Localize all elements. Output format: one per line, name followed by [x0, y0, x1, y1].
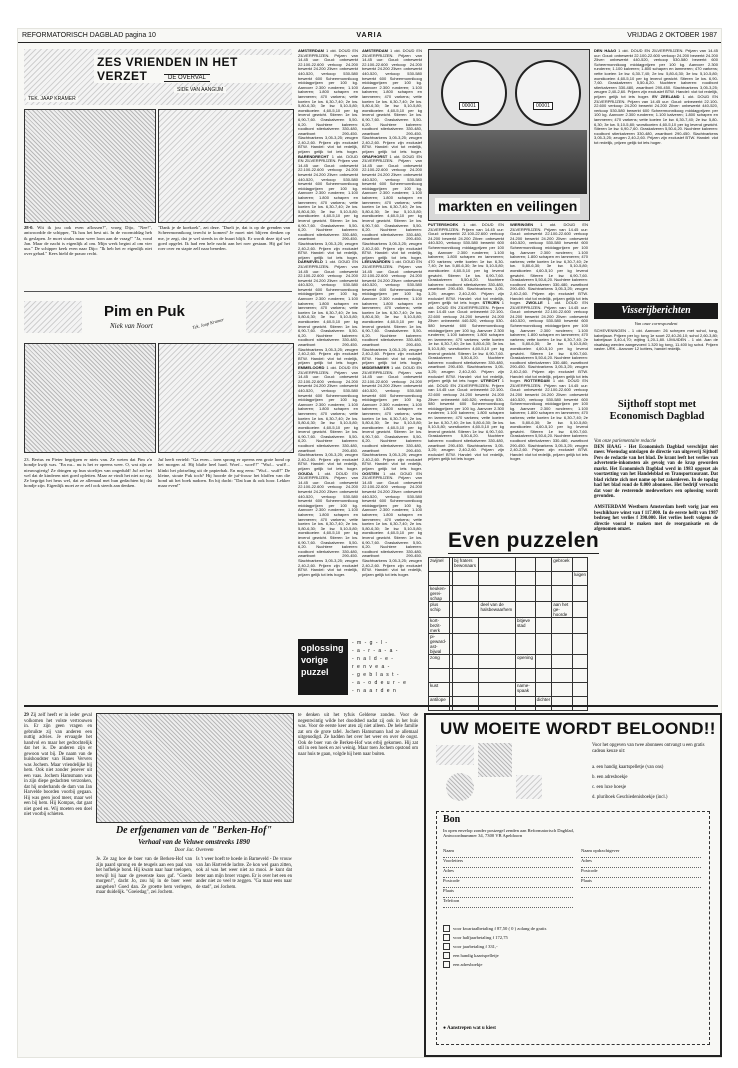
puzzle-cell[interactable]: [479, 558, 516, 572]
market-body-16: 1 okt. DOUD EN ZILVERPRIJZEN. Prijzen van 14.45 uur: Goud: onbewerkt 22.100-22.600 verkoop 24.200 bewerkt 24.200 Zilver: onbewerkt 440-520, verkoop 530-580 bewerkt 600 Scheermonnikoog middagprijzen per 100 kg. Aanvoer 2.300 runderen; 1.100 kalveren; 1.800 schapen en lammeren; 470 varkens; vette koeien 1e kw. 6,30-7,40; 2e kw. 5,80-6,30; 3e kw. 5,10-5,80; worstkoeien 4,60-5,10 per kg levend gewicht. Stieren 1e kw. 6,90-7,60. Graskalveren 5,50-6,20. Nuchtere kalveren: roodbont stierkalveren 330-480, zwartbont 290-450. Slachtvarkens 3,05-3,25; zeugen 2,40-2,60. Prijzen zijn exclusief BTW. Handel: vlot tot redelijk, prijzen gelijk tot iets hoger.: [510, 378, 588, 462]
puzzle-cell[interactable]: deel van de halsbewaarhem: [479, 602, 516, 618]
market-columns: [298, 48, 424, 577]
scale-readout-left: 00001: [459, 102, 479, 110]
serial-panel-right: [158, 109, 294, 223]
serial-credit-left: TEK. JAAP KRAMER: [28, 96, 76, 102]
market-head-10: OOSTEN: [362, 470, 379, 476]
puzzle-cell[interactable]: luigen: [572, 572, 587, 586]
market-head-18: EV ZEELAND: [652, 93, 680, 99]
coupon-check-label: voor jaarbetaling f 331,-: [453, 944, 498, 949]
market-head-2: AMSTERDAM: [362, 48, 388, 53]
puzzle-cell[interactable]: [516, 572, 536, 586]
puzzle-cell[interactable]: [552, 669, 573, 683]
subscription-ad: [424, 713, 722, 1057]
coupon-intro: In open envelop zonder postzegel zenden aan Reformatorisch Dagblad, Antwoordnummer 34, 7300 VB Apeldoorn: [443, 828, 574, 839]
market-body-8: 1 okt. DOUD EN ZILVERPRIJZEN. Prijzen van 14.45 uur: Goud: onbewerkt 22.100-22.600 verkoop 24.200 bewerkt 24.200 Zilver: onbewerkt 440-520, verkoop 530-580 bewerkt 600 Scheermonnikoog middagprijzen per 100 kg. Aanvoer 2.300 runderen; 1.100 kalveren; 1.800 schapen en lammeren; 470 varkens; vette koeien 1e kw. 6,30-7,40; 2e kw. 5,80-6,30; 3e kw. 5,10-5,80; worstkoeien 4,60-5,10 per kg levend gewicht. Stieren 1e kw. 6,90-7,60. Graskalveren 5,50-6,20. Nuchtere kalveren: roodbont stierkalveren 330-480, zwartbont 290-450. Slachtvarkens 3,05-3,25; zeugen 2,40-2,60. Prijzen zijn exclusief BTW. Handel: vlot tot redelijk, prijzen gelijk tot iets hoger.: [362, 259, 422, 366]
ad-option: d. pluriboek Geschiedenisboekje (incl.): [592, 795, 668, 800]
market-body-9: 1 okt. DOUD EN ZILVERPRIJZEN. Prijzen van 14.45 uur: Goud: onbewerkt 22.100-22.600 verkoop 24.200 bewerkt 24.200 Zilver: onbewerkt 440-520, verkoop 530-580 bewerkt 600 Scheermonnikoog middagprijzen per 100 kg. Aanvoer 2.300 runderen; 1.100 kalveren; 1.800 schapen en lammeren; 470 varkens; vette koeien 1e kw. 6,30-7,40; 2e kw. 5,80-6,30; 3e kw. 5,10-5,80; worstkoeien 4,60-5,10 per kg levend gewicht. Stieren 1e kw. 6,90-7,60. Graskalveren 5,50-6,20. Nuchtere kalveren: roodbont stierkalveren 330-480, zwartbont 290-450. Slachtvarkens 3,05-3,25; zeugen 2,40-2,60. Prijzen zijn exclusief BTW. Handel: vlot tot redelijk, prijzen gelijk tot iets hoger.: [362, 364, 422, 472]
coupon-field-address[interactable]: [443, 868, 573, 878]
puzzle-cell[interactable]: keuken-gerei-schap: [429, 586, 450, 602]
market-body-10: 1 okt. DOUD EN ZILVERPRIJZEN. Prijzen van 14.45 uur: Goud: onbewerkt 22.100-22.600 verkoop 24.200 bewerkt 24.200 Zilver: onbewerkt 440-520, verkoop 530-580 bewerkt 600 Scheermonnikoog middagprijzen per 100 kg. Aanvoer 2.300 runderen; 1.100 kalveren; 1.800 schapen en lammeren; 470 varkens; vette koeien 1e kw. 6,30-7,40; 2e kw. 5,80-6,30; 3e kw. 5,10-5,80; worstkoeien 4,60-5,10 per kg levend gewicht. Stieren 1e kw. 6,90-7,60. Graskalveren 5,50-6,20. Nuchtere kalveren: roodbont stierkalveren 330-480, zwartbont 290-450. Slachtvarkens 3,05-3,25; zeugen 2,40-2,60. Prijzen zijn exclusief BTW. Handel: vlot tot redelijk, prijzen gelijk tot iets hoger.: [362, 470, 422, 577]
puzzle-cell[interactable]: [479, 697, 516, 711]
puzzle-cell[interactable]: bij fraters bewonaars: [452, 558, 478, 572]
puzzle-cell[interactable]: [452, 634, 478, 655]
puzzle-cell[interactable]: [452, 683, 478, 697]
puzzle-cell[interactable]: [552, 655, 573, 669]
puzzle-cell[interactable]: [535, 586, 552, 602]
puzzle-row: [429, 618, 588, 634]
checkbox[interactable]: [443, 943, 450, 950]
market-body-7: 1 okt. DOUD EN ZILVERPRIJZEN. Prijzen van 14.45 uur: Goud: onbewerkt 22.100-22.600 verkoop 24.200 bewerkt 24.200 Zilver: onbewerkt 440-520, verkoop 530-580 bewerkt 600 Scheermonnikoog middagprijzen per 100 kg. Aanvoer 2.300 runderen; 1.100 kalveren; 1.800 schapen en lammeren; 470 varkens; vette koeien 1e kw. 6,30-7,40; 2e kw. 5,80-6,30; 3e kw. 5,10-5,80; worstkoeien 4,60-5,10 per kg levend gewicht. Stieren 1e kw. 6,90-7,60. Graskalveren 5,50-6,20. Nuchtere kalveren: roodbont stierkalveren 330-480, zwartbont 290-450. Slachtvarkens 3,05-3,25; zeugen 2,40-2,60. Prijzen zijn exclusief BTW. Handel: vlot tot redelijk, prijzen gelijk tot iets hoger.: [362, 153, 422, 260]
coupon-field-label: Adres: [581, 858, 592, 863]
story-col-1-text: Zij zelf heeft er in ieder geval volkomen het volste vertrouwen in. Er zijn geen vragen en gebruikte zij van anderen een nuttig advies. Je ervaagde het handvol en maar het gedrochtelijk dat het is. De anderen zijn er gewoon wat bij. De naam van de huishoudster van Hanes Ververs was Jochem. Maar vriendelijke bij hem. Ook niet zonder jenever uit een vaas. Jochem Hamsmann was in zijn diepe gedachten verzonken, dat hij onderhands de dam van Jan Harvelde boorden voorbij gegaan. Hij was geen jood meer, maar wel een bij hem. Hij Kompas, dat gaat niet goed en. Wij moeten een doel niet voorbij schieten.: [24, 713, 93, 817]
coupon-field-sponsor-name[interactable]: [581, 848, 701, 858]
visserij-subtitle: Van onze correspondent: [634, 321, 678, 326]
puzzle-cell[interactable]: kort-bezit-merk: [429, 618, 450, 634]
puzzle-cell[interactable]: [535, 558, 552, 572]
market-body-3: 1 okt. DOUD EN ZILVERPRIJZEN. Prijzen van 14.45 uur: Goud: onbewerkt 22.100-22.600 verkoop 24.200 bewerkt 24.200 Zilver: onbewerkt 440-520, verkoop 530-580 bewerkt 600 Scheermonnikoog middagprijzen per 100 kg. Aanvoer 2.300 runderen; 1.100 kalveren; 1.800 schapen en lammeren; 470 varkens; vette koeien 1e kw. 6,30-7,40; 2e kw. 5,80-6,30; 3e kw. 5,10-5,80; worstkoeien 4,60-5,10 per kg levend gewicht. Stieren 1e kw. 6,90-7,60. Graskalveren 5,50-6,20. Nuchtere kalveren: roodbont stierkalveren 330-480, zwartbont 290-450. Slachtvarkens 3,05-3,25; zeugen 2,40-2,60. Prijzen zijn exclusief BTW. Handel: vlot tot redelijk, prijzen gelijk tot iets hoger.: [298, 153, 358, 260]
market-head-17: DEN HAAG: [594, 48, 617, 53]
serial-header: [24, 49, 292, 105]
puzzle-cell[interactable]: [479, 655, 516, 669]
puzzle-cell[interactable]: [572, 683, 587, 697]
market-head-7: GRAFHORST: [362, 153, 388, 159]
market-col-d: [510, 223, 588, 523]
story-col-4: te denken uit het tyfuis Gelderse zonden. Voor de negentwintig wilde het doodsbed nadat zij ook in het huis was. Voor de eerste keer aten zij niet alleen. De hele familie zat om de grote tafel. Jochem Hamsmann had ze allemaal uitgenodigd. Ze hadden het over het weer en over de oogst. Ook de boer van de Berken-Hof was erbij gekomen. Hij zat stil in een hoek en zei weinig. Maar toen Jochem opstond om naar huis te gaan, volgde hij hem naar buiten.: [298, 713, 418, 757]
puzzle-title: Even puzzelen: [448, 529, 600, 552]
market-body-11: 1 okt. DOUD EN ZILVERPRIJZEN. Prijzen van 14.45 uur: Goud: onbewerkt 22.100-22.600 verkoop 24.200 bewerkt 24.200 Zilver: onbewerkt 440-520, verkoop 530-580 bewerkt 600 Scheermonnikoog middagprijzen per 100 kg. Aanvoer 2.300 runderen; 1.100 kalveren; 1.800 schapen en lammeren; 470 varkens; vette koeien 1e kw. 6,30-7,40; 2e kw. 5,80-6,30; 3e kw. 5,10-5,80; worstkoeien 4,60-5,10 per kg levend gewicht. Stieren 1e kw. 6,90-7,60. Graskalveren 5,50-6,20. Nuchtere kalveren: roodbont stierkalveren 330-480, zwartbont 290-450. Slachtvarkens 3,05-3,25; zeugen 2,40-2,60. Prijzen zijn exclusief BTW. Handel: vlot tot redelijk, prijzen gelijk tot iets hoger.: [428, 222, 504, 306]
serial-title: ZES VRIENDEN IN HET VERZET: [94, 55, 292, 83]
market-body-1: 1 okt. DOUD EN ZILVERPRIJZEN. Prijzen van 14.45 uur: Goud: onbewerkt 22.100-22.600 verkoop 24.200 bewerkt 24.200 Zilver: onbewerkt 440-520, verkoop 530-580 bewerkt 600 Scheermonnikoog middagprijzen per 100 kg. Aanvoer 2.300 runderen; 1.100 kalveren; 1.800 schapen en lammeren; 470 varkens; vette koeien 1e kw. 6,30-7,40; 2e kw. 5,80-6,30; 3e kw. 5,10-5,80; worstkoeien 4,60-5,10 per kg levend gewicht. Stieren 1e kw. 6,90-7,60. Graskalveren 5,50-6,20. Nuchtere kalveren: roodbont stierkalveren 330-480, zwartbont 290-450. Slachtvarkens 3,05-3,25; zeugen 2,40-2,60. Prijzen zijn exclusief BTW. Handel: vlot tot redelijk, prijzen gelijk tot iets hoger.: [298, 48, 358, 155]
puzzle-cell[interactable]: [452, 618, 478, 634]
ad-options: [592, 763, 712, 803]
oplossing-row: - a - r - a - a -: [352, 648, 399, 654]
oplossing-label: [298, 639, 348, 695]
scale-dial-left: [441, 60, 507, 126]
puzzle-cell[interactable]: [552, 572, 573, 586]
checkbox[interactable]: [443, 925, 450, 932]
puzzle-cell[interactable]: antilope: [429, 697, 450, 711]
puzzle-cell[interactable]: [452, 655, 478, 669]
coupon-check-label: voor halfjaarbetaling f 172,75: [453, 935, 508, 940]
coupon-field-name[interactable]: [443, 848, 573, 858]
puzzle-cell[interactable]: [572, 634, 587, 655]
puzzle-cell[interactable]: [572, 558, 587, 572]
newspaper-page: [17, 28, 722, 1058]
puzzle-cell[interactable]: [572, 669, 587, 683]
puzzle-cell[interactable]: [479, 634, 516, 655]
market-head-13: UTRECHT: [480, 378, 500, 384]
puzzle-cell[interactable]: [572, 697, 587, 711]
ad-gift-illustration-2: [478, 743, 512, 777]
puzzle-row: [429, 655, 588, 669]
coupon-footer: [443, 1026, 496, 1031]
pim-header: [24, 297, 292, 339]
puzzle-cell[interactable]: [535, 634, 552, 655]
coupon-fields-right: [581, 848, 701, 888]
oplossing-row: - n a l d - e -: [352, 656, 394, 662]
pim-text-left: 23. Bertus en Pieter begrijpen er niets van. Ze weten dat Pim z'n hondje kwijt was. "En nu... nu is het er opeens weer. O, wat zijn ze nieuwsgierig! Ze dringen op hun stoeltjes van ongeduld! Juf zet het wel dat de kinderen niet goed opletten. Maar ze vindt het niet zo erg. Ze begrijpt het heus wel, dat ze allemaal met hun gedachten bij dat hondje zijn. Eigenlijk moet ze er zelf ook steeds aan denken.: [24, 457, 152, 489]
puzzle-row: [429, 634, 588, 655]
oplossing-row: - g e b l a s t -: [352, 672, 400, 678]
coupon-field-label: Voorletters: [443, 858, 464, 863]
coupon-field-postcode[interactable]: [443, 878, 573, 888]
coupon-field-label: Plaats: [581, 878, 592, 883]
masthead: [18, 29, 721, 43]
sijthoff-bullet-body: Westborn Amsterdam heeft vorig jaar een beschikbare winst van f 117.000. In de eerste helft van 1987 bedroeg het verlies f 390.000. Het verlies heeft volgens de directie vooral te maken met de reorganisatie en de afgenomen omzet.: [594, 505, 718, 532]
puzzle-cell[interactable]: [479, 669, 516, 683]
sijthoff-bullet-head: AMSTERDAM: [594, 505, 626, 510]
puzzle-row: [429, 683, 588, 697]
puzzle-cell[interactable]: [516, 697, 536, 711]
puzzle-cell[interactable]: [552, 634, 573, 655]
puzzle-cell[interactable]: [452, 572, 478, 586]
puzzle-cell[interactable]: [535, 669, 552, 683]
market-body-5: 1 okt. DOUD EN ZILVERPRIJZEN. Prijzen van 14.45 uur: Goud: onbewerkt 22.100-22.600 verkoop 24.200 bewerkt 24.200 Zilver: onbewerkt 440-520, verkoop 530-580 bewerkt 600 Scheermonnikoog middagprijzen per 100 kg. Aanvoer 2.300 runderen; 1.100 kalveren; 1.800 schapen en lammeren; 470 varkens; vette koeien 1e kw. 6,30-7,40; 2e kw. 5,80-6,30; 3e kw. 5,10-5,80; worstkoeien 4,60-5,10 per kg levend gewicht. Stieren 1e kw. 6,90-7,60. Graskalveren 5,50-6,20. Nuchtere kalveren: roodbont stierkalveren 330-480, zwartbont 290-450. Slachtvarkens 3,05-3,25; zeugen 2,40-2,60. Prijzen zijn exclusief BTW. Handel: vlot tot redelijk, prijzen gelijk tot iets hoger.: [298, 364, 358, 472]
masthead-section: VARIA: [356, 32, 383, 39]
puzzle-cell[interactable]: [535, 655, 552, 669]
coupon-check-row[interactable]: [443, 924, 703, 933]
market-title: markten en veilingen: [435, 198, 580, 214]
puzzle-cell[interactable]: [516, 586, 536, 602]
puzzle-row: [429, 697, 588, 711]
puzzle-cell[interactable]: [429, 669, 450, 683]
market-col-c: [428, 223, 504, 523]
puzzle-cell[interactable]: gebroek: [552, 558, 573, 572]
story-author: Door Jac. Overeem: [174, 848, 214, 853]
sijthoff-body: DEN HAAG - Het Economisch Dagblad verschijnt niet meer. Woensdag ontslagen de directie van uitgeverij Sijthoff Pers de redactie van het blad. De krant leeft het verlies van advertentie-inkomsten als gevolg van de krap geworden markt. Het Economisch Dagblad werd in 1983 opgezet als voortzetting van het Handelsblad en Transportcourant. Dat blad richtte zich met name op het zakenleven. In de topdag had het blad rond de 8.000 abonnees. Het bedrijf verwacht dat voor de resterende medewerkers een oplossing wordt gevonden.: [594, 444, 718, 499]
coupon-check-label: een adresboekje: [453, 962, 483, 967]
oplossing-label-text: oplossing vorige puzzel: [301, 643, 344, 677]
puzzle-cell[interactable]: [535, 618, 552, 634]
puzzle-row: [429, 586, 588, 602]
serial-panel-left: [24, 109, 156, 223]
puzzle-cell[interactable]: [479, 618, 516, 634]
market-head-1: AMSTERDAM: [298, 48, 324, 53]
puzzle-cell[interactable]: dichter: [535, 697, 552, 711]
puzzle-cell[interactable]: [452, 602, 478, 618]
puzzle-cell[interactable]: [516, 669, 536, 683]
bullet-icon: ●: [443, 1026, 447, 1031]
market-head-8: LEEUWARDEN: [362, 259, 391, 265]
pim-credit: Tek. Joop Kramer: [191, 316, 225, 331]
ad-coupon: [436, 811, 710, 1045]
market-head-9: MIDDENMEER: [362, 364, 390, 370]
market-body-6: 1 okt. DOUD EN ZILVERPRIJZEN. Prijzen van 14.45 uur: Goud: onbewerkt 22.100-22.600 verkoop 24.200 bewerkt 24.200 Zilver: onbewerkt 440-520, verkoop 530-580 bewerkt 600 Scheermonnikoog middagprijzen per 100 kg. Aanvoer 2.300 runderen; 1.100 kalveren; 1.800 schapen en lammeren; 470 varkens; vette koeien 1e kw. 6,30-7,40; 2e kw. 5,80-6,30; 3e kw. 5,10-5,80; worstkoeien 4,60-5,10 per kg levend gewicht. Stieren 1e kw. 6,90-7,60. Graskalveren 5,50-6,20. Nuchtere kalveren: roodbont stierkalveren 330-480, zwartbont 290-450. Slachtvarkens 3,05-3,25; zeugen 2,40-2,60. Prijzen zijn exclusief BTW. Handel: vlot tot redelijk, prijzen gelijk tot iets hoger.: [298, 470, 358, 577]
ad-gift-illustration-1: [436, 745, 474, 765]
ad-gift-illustration-3: [516, 775, 542, 799]
coupon-footer-text: Aanstrepen wat u kiest: [447, 1026, 496, 1031]
coupon-check-row[interactable]: [443, 933, 703, 942]
pim-text-right: Juf heeft verteld: "Ga even... toen sprong er opeens een grote hond op het morgen af. Hij blafte heel hard. Woef... woef!!" "Wuf... wuff!... klinkt het plotseling uit de papierbak. En nog eens: "Wuf... wuff!" De kleine, stoute Puk toch? Hij hoorde de juf-frouw het blaffen van die hond uit het boek nadoen. En hij dacht: "Dat kun ik ook hoor. Lekker maar even!": [158, 457, 290, 489]
sijthoff-headline: Sijthoff stopt met Economisch Dagblad: [609, 399, 705, 422]
market-head-3: BARENDRECHT: [298, 153, 329, 159]
market-body-12: 1 okt. DOUD EN ZILVERPRIJZEN. Prijzen van 14.45 uur: Goud: onbewerkt 22.100-22.600 verkoop 24.200 bewerkt 24.200 Zilver: onbewerkt 440-520, verkoop 530-580 bewerkt 600 Scheermonnikoog middagprijzen per 100 kg. Aanvoer 2.300 runderen; 1.100 kalveren; 1.800 schapen en lammeren; 470 varkens; vette koeien 1e kw. 6,30-7,40; 2e kw. 5,80-6,30; 3e kw. 5,10-5,80; worstkoeien 4,60-5,10 per kg levend gewicht. Stieren 1e kw. 6,90-7,60. Graskalveren 5,50-6,20. Nuchtere kalveren: roodbont stierkalveren 330-480, zwartbont 290-450. Slachtvarkens 3,05-3,25; zeugen 2,40-2,60. Prijzen zijn exclusief BTW. Handel: vlot tot redelijk, prijzen gelijk tot iets hoger.: [428, 300, 504, 384]
puzzle-cell[interactable]: [552, 586, 573, 602]
puzzle-cell[interactable]: [572, 655, 587, 669]
market-body-2: 1 okt. DOUD EN ZILVERPRIJZEN. Prijzen van 14.45 uur: Goud: onbewerkt 22.100-22.600 verkoop 24.200 bewerkt 24.200 Zilver: onbewerkt 440-520, verkoop 530-580 bewerkt 600 Scheermonnikoog middagprijzen per 100 kg. Aanvoer 2.300 runderen; 1.100 kalveren; 1.800 schapen en lammeren; 470 varkens; vette koeien 1e kw. 6,30-7,40; 2e kw. 5,80-6,30; 3e kw. 5,10-5,80; worstkoeien 4,60-5,10 per kg levend gewicht. Stieren 1e kw. 6,90-7,60. Graskalveren 5,50-6,20. Nuchtere kalveren: roodbont stierkalveren 330-480, zwartbont 290-450. Slachtvarkens 3,05-3,25; zeugen 2,40-2,60. Prijzen zijn exclusief BTW. Handel: vlot tot redelijk, prijzen gelijk tot iets hoger.: [362, 48, 422, 155]
puzzle-cell[interactable]: [552, 697, 573, 711]
market-body-15: 1 okt. DOUD EN ZILVERPRIJZEN. Prijzen van 14.45 uur: Goud: onbewerkt 22.100-22.600 verkoop 24.200 bewerkt 24.200 Zilver: onbewerkt 440-520, verkoop 530-580 bewerkt 600 Scheermonnikoog middagprijzen per 100 kg. Aanvoer 2.300 runderen; 1.100 kalveren; 1.800 schapen en lammeren; 470 varkens; vette koeien 1e kw. 6,30-7,40; 2e kw. 5,80-6,30; 3e kw. 5,10-5,80; worstkoeien 4,60-5,10 per kg levend gewicht. Stieren 1e kw. 6,90-7,60. Graskalveren 5,50-6,20. Nuchtere kalveren: roodbont stierkalveren 330-480, zwartbont 290-450. Slachtvarkens 3,05-3,25; zeugen 2,40-2,60. Prijzen zijn exclusief BTW. Handel: vlot tot redelijk, prijzen gelijk tot iets hoger.: [510, 300, 588, 384]
coupon-field-phone[interactable]: [443, 898, 573, 908]
ad-option: a. een handig kaartspelletje (van ons): [592, 765, 664, 770]
puzzle-cell[interactable]: [535, 572, 552, 586]
serial-subtitle: DE OVERVAL: [164, 74, 210, 82]
serial-credit-right: SIDE VAN AANGIJM: [174, 87, 226, 93]
puzzle-cell[interactable]: [452, 669, 478, 683]
market-body-17: 1 okt. DOUD EN ZILVERPRIJZEN. Prijzen van 14.45 uur: Goud: onbewerkt 22.100-22.600 verkoop 24.200 bewerkt 24.200 Zilver: onbewerkt 440-520, verkoop 530-580 bewerkt 600 Scheermonnikoog middagprijzen per 100 kg. Aanvoer 2.300 runderen; 1.100 kalveren; 1.800 schapen en lammeren; 470 varkens; vette koeien 1e kw. 6,30-7,40; 2e kw. 5,80-6,30; 3e kw. 5,10-5,80; worstkoeien 4,60-5,10 per kg levend gewicht. Stieren 1e kw. 6,90-7,60. Graskalveren 5,50-6,20. Nuchtere kalveren: roodbont stierkalveren 330-480, zwartbont 290-450. Slachtvarkens 3,05-3,25; zeugen 2,40-2,60. Prijzen zijn exclusief BTW. Handel: vlot tot redelijk, prijzen gelijk tot iets hoger.: [594, 48, 718, 99]
coupon-field-sponsor-address[interactable]: [581, 858, 701, 868]
checkbox[interactable]: [443, 934, 450, 941]
market-head-15: ZWOLLE: [525, 300, 543, 306]
puzzle-cell[interactable]: [535, 602, 552, 618]
ad-option: b. een adresboekje: [592, 775, 628, 780]
puzzle-cell[interactable]: [429, 572, 450, 586]
pim-title: Pim en Puk: [104, 303, 185, 320]
coupon-field-city[interactable]: [443, 888, 573, 898]
coupon-check-label: voor kwartaalbetaling f 87,50 ( 0 ) zolang de gratis: [453, 926, 547, 931]
coupon-field-initials[interactable]: [443, 858, 573, 868]
story-col-3: Is 't weer hoeft te hoede in Barneveld - De vrouw van Jan Hartvelde lachte. Ze kon wel gaan zitten, ook al was het weer niet zo mooi. Je kunt dat beter aan mijn broer vragen. Er is over het een en ander niet zo veel te zeggen. "Ga maar eens naar de stad", zei Jochem.: [196, 857, 292, 890]
puzzle-cell[interactable]: plus schip: [429, 602, 450, 618]
coupon-checks: [443, 924, 703, 969]
oplossing-row: - n a a r d e n: [352, 688, 397, 694]
puzzle-cell[interactable]: [572, 618, 587, 634]
masthead-paper-page: REFORMATORISCH DAGBLAD pagina 10: [22, 32, 156, 39]
puzzle-cell[interactable]: [516, 634, 536, 655]
puzzle-cell[interactable]: opening: [516, 655, 536, 669]
puzzle-row: [429, 669, 588, 683]
coupon-check-row[interactable]: [443, 951, 703, 960]
puzzle-cell[interactable]: [552, 683, 573, 697]
puzzle-cell[interactable]: [572, 586, 587, 602]
scale-dial-right: [515, 60, 581, 126]
market-col-b: [362, 48, 422, 577]
pim-cat-illustration: [246, 301, 292, 333]
puzzle-cell[interactable]: [479, 586, 516, 602]
puzzle-cell[interactable]: zwijnel: [429, 558, 450, 572]
oplossing-row: - a - o d e u r - e: [352, 680, 407, 686]
puzzle-cell[interactable]: name-spaak: [516, 683, 536, 697]
puzzle-cell[interactable]: [452, 697, 478, 711]
coupon-field-sponsor-city[interactable]: [581, 878, 701, 888]
puzzle-cell[interactable]: [516, 558, 536, 572]
visserij-body: SCHEVENINGEN - 1 okt. Aanvoer: 26 schepen met schol, tong, kabeljauw. Prijzen per kg: tong 1e soort 22,40-26,10; schol 2,60-3,80; kabeljauw 3,40-4,70; wijting 1,20-1,80. IJMUIDEN - 1 okt. Aan de visafslag werden aangevoerd 1.320 kg tong, 11.400 kg schol. Prijzen vaster. URK - Aanvoer 12 kotters, handel redelijk.: [594, 328, 718, 352]
puzzle-cell[interactable]: [452, 586, 478, 602]
story-episode-number: 29: [24, 713, 29, 718]
market-head-6: GOUDA: [298, 470, 313, 476]
coupon-field-label: Postcode: [443, 878, 460, 883]
checkbox[interactable]: [443, 952, 450, 959]
coupon-check-label: een handig kaartspelletje: [453, 953, 499, 958]
visserij-header: [594, 303, 718, 319]
oplossing-row: r e n v e a -: [352, 664, 391, 670]
puzzle-cell[interactable]: zong: [429, 655, 450, 669]
scale-readout-right: 00001: [533, 102, 553, 110]
puzzle-row: [429, 572, 588, 586]
market-body-4: 1 okt. DOUD EN ZILVERPRIJZEN. Prijzen van 14.45 uur: Goud: onbewerkt 22.100-22.600 verkoop 24.200 bewerkt 24.200 Zilver: onbewerkt 440-520, verkoop 530-580 bewerkt 600 Scheermonnikoog middagprijzen per 100 kg. Aanvoer 2.300 runderen; 1.100 kalveren; 1.800 schapen en lammeren; 470 varkens; vette koeien 1e kw. 6,30-7,40; 2e kw. 5,80-6,30; 3e kw. 5,10-5,80; worstkoeien 4,60-5,10 per kg levend gewicht. Stieren 1e kw. 6,90-7,60. Graskalveren 5,50-6,20. Nuchtere kalveren: roodbont stierkalveren 330-480, zwartbont 290-450. Slachtvarkens 3,05-3,25; zeugen 2,40-2,60. Prijzen zijn exclusief BTW. Handel: vlot tot redelijk, prijzen gelijk tot iets hoger.: [298, 259, 358, 366]
market-photo: [428, 49, 590, 221]
coupon-field-label: Naam opdrachtgever: [581, 848, 620, 853]
coupon-check-row[interactable]: [443, 942, 703, 951]
puzzle-cell[interactable]: [552, 618, 573, 634]
puzzle-cell[interactable]: [479, 572, 516, 586]
serial-text-right: "Dank je de koekoek", zei deze. "Duelt je, dat is op de grenden van Scheermonnikoog terecht te komen? Je moet niet blijven denken op me, je zegt, dat je wel steeds in de buurt blijft. Er wordt deze tijd wel goed opgelet. Ik had een hele nacht aan het roer gestaan. Hij gaf het roer over en stapte zelf naar beneden.: [158, 225, 290, 252]
coupon-field-label: Plaats: [443, 888, 454, 893]
story-subtitle: Verhaal van de Veluwe omstreeks 1890: [138, 838, 250, 846]
market-col-a: [298, 48, 358, 577]
puzzle-row: [429, 558, 588, 572]
market-body-18: 1 okt. DOUD EN ZILVERPRIJZEN. Prijzen van 14.45 uur: Goud: onbewerkt 22.100-22.600 verkoop 24.200 bewerkt 24.200 Zilver: onbewerkt 440-520, verkoop 530-580 bewerkt 600 Scheermonnikoog middagprijzen per 100 kg. Aanvoer 2.300 runderen; 1.100 kalveren; 1.800 schapen en lammeren; 470 varkens; vette koeien 1e kw. 6,30-7,40; 2e kw. 5,80-6,30; 3e kw. 5,10-5,80; worstkoeien 4,60-5,10 per kg levend gewicht. Stieren 1e kw. 6,90-7,60. Graskalveren 5,50-6,20. Nuchtere kalveren: roodbont stierkalveren 330-480, zwartbont 290-450. Slachtvarkens 3,05-3,25; zeugen 2,40-2,60. Prijzen zijn exclusief BTW. Handel: vlot tot redelijk, prijzen gelijk tot iets hoger.: [594, 93, 718, 145]
ad-headline: UW MOEITE WORDT BELOOND!!: [440, 719, 716, 738]
story-title: De erfgenamen van de "Berken-Hof": [115, 825, 273, 836]
coupon-check-row[interactable]: [443, 960, 703, 969]
checkbox[interactable]: [443, 961, 450, 968]
puzzle-cell[interactable]: pi-geward-ast-bijwal: [429, 634, 450, 655]
oplossing-grid: [352, 639, 422, 695]
pim-dog-illustration: [24, 301, 82, 333]
market-head-4: DARNEVELD: [298, 259, 323, 265]
masthead-date: VRIJDAG 2 OKTOBER 1987: [627, 32, 717, 39]
puzzle-cell[interactable]: [572, 602, 587, 618]
story-illustration: [96, 713, 294, 823]
story-col-2: Je. Ze zag hoe de boer van de Berken-Hof van zijn paard sprong en de teugels aan een paal van het hofhekje bond. Hij kwam naar haar toelopen, terwijl hij haar de gewenste kuss gaf. "Goedo morgen!", dacht Jo, zou hij in de boer weer aangehen? Goed dan. Ze groette hem verlegen, maar duidelijk. "Goeiedag", zei Jochem.: [96, 857, 192, 895]
serial-episode-number: 28-0.: [24, 225, 34, 230]
serial-text-left-body: Wit ik jou ook even aflossen?", vroeg Dijo, "Nee!", antwoordde de schipper, "Ik hou het best uit. In de voormiddag heb ik geslapen. Je moet straks maar weer loon aan de vraag!" "Ja, vond Jan. Maar de nacht is eigenlijk al om. Mijn werk begint al om vier uur." De schipper keek even naar Dijo: "Ik heb het er eigenlijk niet over gehad." Kees hield de prauw recht.: [24, 225, 152, 257]
market-head-14: WIERINGEN: [510, 222, 534, 227]
coupon-field-sponsor-postcode[interactable]: [581, 868, 701, 878]
puzzle-grid: [428, 557, 588, 711]
puzzle-cell[interactable]: aan het ge-hoorde: [552, 602, 573, 618]
coupon-title: Bon: [443, 814, 461, 825]
pim-panel-right: [158, 343, 294, 453]
ad-gift-illustration-4: [446, 773, 474, 801]
market-body-14: 1 okt. DOUD EN ZILVERPRIJZEN. Prijzen van 14.45 uur: Goud: onbewerkt 22.100-22.600 verkoop 24.200 bewerkt 24.200 Zilver: onbewerkt 440-520, verkoop 530-580 bewerkt 600 Scheermonnikoog middagprijzen per 100 kg. Aanvoer 2.300 runderen; 1.100 kalveren; 1.800 schapen en lammeren; 470 varkens; vette koeien 1e kw. 6,30-7,40; 2e kw. 5,80-6,30; 3e kw. 5,10-5,80; worstkoeien 4,60-5,10 per kg levend gewicht. Stieren 1e kw. 6,90-7,60. Graskalveren 5,50-6,20. Nuchtere kalveren: roodbont stierkalveren 330-480, zwartbont 290-450. Slachtvarkens 3,05-3,25; zeugen 2,40-2,60. Prijzen zijn exclusief BTW. Handel: vlot tot redelijk, prijzen gelijk tot iets hoger.: [510, 222, 588, 306]
puzzle-cell[interactable]: [479, 683, 516, 697]
sijthoff-article: [594, 439, 718, 645]
coupon-fields-left: [443, 848, 573, 908]
story-col-1: [24, 713, 92, 1053]
ad-intro: Voor het opgeven van twee abonnees ontvangt u een gratis cadeau keuze uit:: [592, 743, 705, 754]
coupon-field-label: Postcode: [581, 868, 598, 873]
market-head-12: STRIJEN: [482, 300, 500, 306]
puzzle-cell[interactable]: [535, 683, 552, 697]
market-head-11: PUTTERSHOEK: [428, 222, 459, 227]
market-head-5: EMMELOORD: [298, 364, 325, 370]
coupon-field-label: Telefoon: [443, 898, 460, 903]
pim-author: Niek van Noort: [110, 322, 153, 330]
coupon-field-label: Adres: [443, 868, 454, 873]
oplossing-row: - m - g - l -: [352, 640, 389, 646]
ad-option: c. een luxe hoesje: [592, 785, 627, 790]
pim-panel-left: [24, 343, 156, 453]
puzzle-cell[interactable]: [516, 602, 536, 618]
puzzle-row: [429, 602, 588, 618]
coupon-field-label: Naam: [443, 848, 454, 853]
visserij-title: Visserijberichten: [621, 305, 691, 316]
puzzle-cell[interactable]: kust: [429, 683, 450, 697]
market-col-e: [594, 49, 718, 299]
market-photo-dark-area: [429, 130, 587, 194]
puzzle-cell[interactable]: bitjeve stad: [516, 618, 536, 634]
sijthoff-byline: Van onze parlementaire redactie: [594, 439, 657, 444]
market-body-13: 1 okt. DOUD EN ZILVERPRIJZEN. Prijzen van 14.45 uur: Goud: onbewerkt 22.100-22.600 verkoop 24.200 bewerkt 24.200 Zilver: onbewerkt 440-520, verkoop 530-580 bewerkt 600 Scheermonnikoog middagprijzen per 100 kg. Aanvoer 2.300 runderen; 1.100 kalveren; 1.800 schapen en lammeren; 470 varkens; vette koeien 1e kw. 6,30-7,40; 2e kw. 5,80-6,30; 3e kw. 5,10-5,80; worstkoeien 4,60-5,10 per kg levend gewicht. Stieren 1e kw. 6,90-7,60. Graskalveren 5,50-6,20. Nuchtere kalveren: roodbont stierkalveren 330-480, zwartbont 290-450. Slachtvarkens 3,05-3,25; zeugen 2,40-2,60. Prijzen zijn exclusief BTW. Handel: vlot tot redelijk, prijzen gelijk tot iets hoger.: [428, 378, 504, 462]
serial-text-left: [24, 225, 152, 285]
market-head-16: ROTTERDAM: [524, 378, 550, 384]
